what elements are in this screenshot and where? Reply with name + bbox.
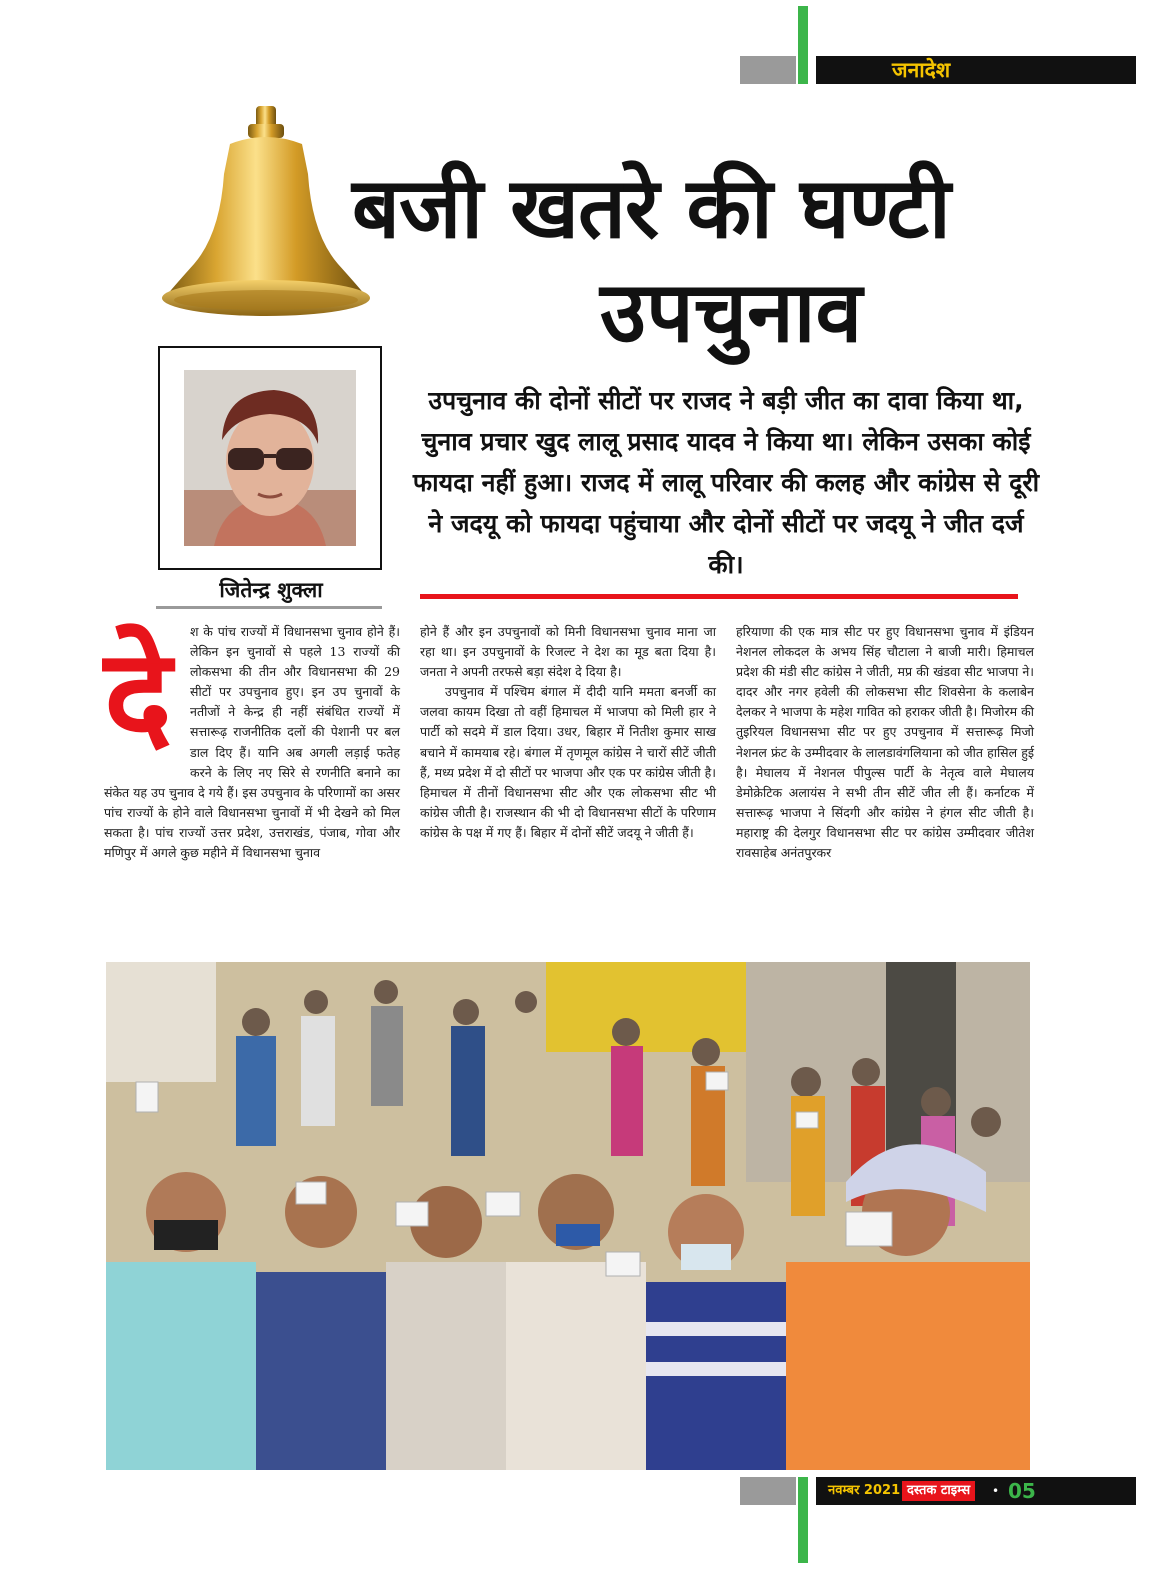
author-photo — [184, 370, 356, 546]
deck-underline — [420, 594, 1018, 599]
body-column-2-paragraph-2: उपचुनाव में पश्चिम बंगाल में दीदी यानि ममता बनर्जी का जलवा कायम दिखा तो वहीं हिमाचल में भाजपा को मिली हार ने पार्टी को सदमे में डाल दिया। उधर, बिहार में नितीश कुमार साख बचाने में कामयाब रहे। बंगाल में तृणमूल कांग्रेस ने चारों सीटें जीती हैं, मध्य प्रदेश में दो सीटों पर भाजपा और एक पर कांग्रेस जीती है। हिमाचल में तीनों विधानसभा सीट और एक लोकसभा सीट भी कांग्रेस जीती है। राजस्थान की भी दो विधानसभा सीटों के परिणाम कांग्रेस के पक्ष में गए हैं। बिहार में दोनों सीटें जदयू ने जीती हैं। — [420, 684, 716, 840]
author-portrait-illustration — [184, 370, 356, 546]
footer-separator: • — [992, 1484, 1000, 1498]
issue-month: नवम्बर 2021 — [828, 1483, 901, 1498]
headline-line-1: बजी खतरे की घण्टी — [352, 159, 950, 257]
section-label: जनादेश — [816, 56, 1136, 84]
body-column-2 — [420, 622, 716, 843]
magazine-name: दस्तक टाइम्स — [902, 1481, 975, 1501]
footer-green-bar — [798, 1477, 808, 1563]
footer-gray-block — [740, 1477, 796, 1505]
page-number: 05 — [1008, 1479, 1036, 1503]
author-divider — [156, 606, 382, 609]
bell-icon — [160, 104, 372, 326]
body-column-1 — [104, 622, 400, 962]
article-deck: उपचुनाव की दोनों सीटों पर राजद ने बड़ी जीत का दावा किया था, चुनाव प्रचार खुद लालू प्रसाद यादव ने किया था। लेकिन उसका कोई फायदा नहीं हुआ। राजद में लालू परिवार की कलह और कांग्रेस से दूरी ने जदयू को फायदा पहुंचाया और दोनों सीटों पर जदयू ने जीत दर्ज की। — [412, 386, 1040, 579]
author-photo-frame — [158, 346, 382, 570]
body-column-3-text: हरियाणा की एक मात्र सीट पर हुए विधानसभा चुनाव में इंडियन नेशनल लोकदल के अभय सिंह चौटाला ने बाजी मारी। हिमाचल प्रदेश की मंडी सीट कांग्रेस ने जीती, मप्र की खंडवा सीट भाजपा ने। दादर और नगर हवेली की लोकसभा सीट शिवसेना के कलाबेन देलकर ने भाजपा के महेश गावित को हराकर जीती है। मिजोरम की तुइरियल विधानसभा सीट पर हुए उपचुनाव में सत्तारूढ़ मिजो नेशनल फ्रंट के उम्मीदवार के लालडावंगलियाना को जीत हासिल हुई है। मेघालय में नेशनल पीपुल्स पार्टी के नेतृत्व वाले मेघालय डेमोक्रेटिक अलायंस ने सभी तीन सीटें जीत ली हैं। कर्नाटक में सत्तारूढ़ भाजपा ने सिंदगी और कांग्रेस ने हंगल सीट जीती है। महाराष्ट्र की देलगुर विधानसभा सीट पर कांग्रेस उम्मीदवार जीतेश रावसाहेब अनंतपुरकर — [736, 624, 1034, 861]
body-column-3 — [736, 622, 1034, 863]
voters-crowd-photo — [106, 962, 1030, 1470]
body-column-2-paragraph-1: होने हैं और इन उपचुनावों को मिनी विधानसभा चुनाव माना जा रहा था। इन उपचुनावों के रिजल्ट ने देश का मूड बता दिया है। जनता ने अपनी तरफसे बड़ा संदेश दे दिया है। — [420, 624, 716, 680]
drop-cap: दे — [104, 622, 172, 771]
body-column-1-text: श के पांच राज्यों में विधानसभा चुनाव होने हैं। लेकिन इन चुनावों से पहले 13 राज्यों की लोकसभा की तीन और विधानसभा की 29 सीटों पर उपचुनाव हुए। इन उप चुनावों के नतीजों ने केन्द्र ही नहीं संबंधित राज्यों में सत्तारूढ़ राजनीतिक दलों की पेशानी पर बल डाल दिए हैं। यानि अब अगली लड़ाई फतेह करने के लिए नए सिरे से रणनीति बनाने का संकेत यह उप चुनाव दे गये हैं। इस उपचुनाव के परिणामों का असर पांच राज्यों के होने वाले विधानसभा चुनावों में भी देखने को मिल सकता है। पांच राज्यों उत्तर प्रदेश, उत्तराखंड, पंजाब, गोवा और मणिपुर में अगले कुछ महीने में विधानसभा चुनाव — [104, 624, 400, 861]
voters-crowd-illustration — [106, 962, 1030, 1470]
header-green-bar — [798, 6, 808, 84]
headline-line-2: उपचुनाव — [600, 263, 863, 361]
header-gray-block — [740, 56, 796, 84]
author-name: जितेन्द्र शुक्ला — [219, 578, 323, 602]
